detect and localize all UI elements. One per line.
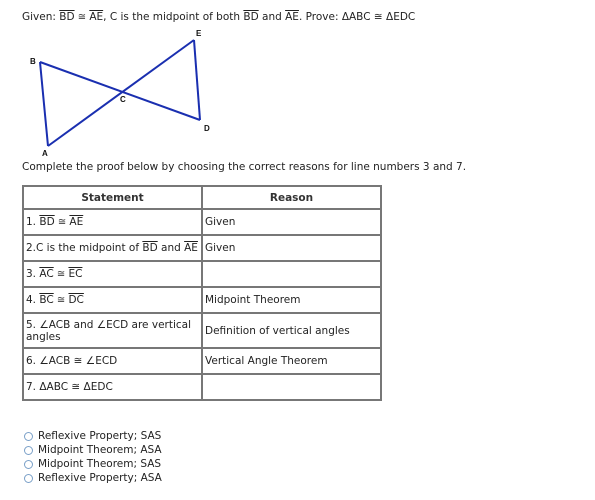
statement-text: 2.C is the midpoint of — [26, 242, 143, 254]
statement-cell: 6. ∠ACB ≅ ∠ECD — [23, 348, 202, 374]
choice-label: Midpoint Theorem; SAS — [38, 458, 162, 470]
segment-bd-line — [40, 62, 200, 120]
table-header-row — [23, 186, 381, 209]
choice-label: Reflexive Property; SAS — [38, 430, 162, 442]
segment-ae: $\overline{AE}$ — [69, 215, 84, 228]
proof-table — [22, 185, 382, 401]
segment-ac: $\overline{AC}$ — [39, 267, 54, 280]
table-row — [23, 313, 381, 348]
reason-cell: Vertical Angle Theorem — [202, 348, 381, 374]
label-e: E — [196, 29, 202, 38]
segment-ae: $\overline{AE}$ — [184, 242, 198, 254]
triangle-figure — [0, 0, 595, 160]
radio-button[interactable] — [24, 460, 33, 469]
radio-button[interactable] — [24, 432, 33, 441]
table-row — [23, 348, 381, 374]
statement-cell: 5. ∠ACB and ∠ECD are vertical angles — [23, 313, 202, 348]
given-prefix: Given: — [22, 11, 60, 23]
segment-bd: $\overline{BD}$ — [39, 215, 55, 228]
choice-option[interactable] — [22, 429, 162, 443]
segment-ae-line — [48, 40, 194, 146]
row-number: 1. — [26, 215, 40, 228]
radio-button[interactable] — [24, 446, 33, 455]
table-row — [23, 235, 381, 261]
reason-cell — [202, 261, 381, 287]
choice-option[interactable] — [22, 471, 162, 485]
reason-cell: Given — [202, 209, 381, 235]
choice-option[interactable] — [22, 443, 162, 457]
congruent-symbol: ≅ — [53, 268, 69, 280]
statement-cell: 7. ΔABC ≅ ΔEDC — [23, 374, 202, 400]
answer-choices — [22, 429, 162, 485]
congruent-symbol: ≅ — [74, 12, 90, 23]
congruent-symbol: ≅ — [53, 294, 69, 306]
reason-cell — [202, 374, 381, 400]
segment-bd: $\overline{BD}$ — [243, 11, 259, 23]
reason-cell: Given — [202, 235, 381, 261]
reason-cell: Definition of vertical angles — [202, 313, 381, 348]
row-number: 3. — [26, 267, 40, 280]
segment-bc: $\overline{BC}$ — [39, 293, 54, 306]
reason-header: Reason — [202, 186, 381, 209]
given-and-text: and — [258, 11, 286, 23]
segment-ec: $\overline{EC}$ — [68, 267, 83, 280]
segment-ae: $\overline{AE}$ — [89, 11, 104, 23]
table-row — [23, 287, 381, 313]
prove-statement: . Prove: ΔABC ≅ ΔEDC — [298, 11, 416, 23]
table-row — [23, 261, 381, 287]
label-d: D — [204, 124, 210, 133]
statement-cell — [23, 261, 202, 287]
segment-dc: $\overline{DC}$ — [68, 293, 84, 306]
instruction-text: Complete the proof below by choosing the correct reasons for line numbers 3 and 7. — [22, 161, 467, 173]
choice-label: Midpoint Theorem; ASA — [38, 444, 162, 456]
segment-bd: $\overline{BD}$ — [142, 242, 158, 254]
segment-ab-line — [40, 62, 48, 146]
statement-cell — [23, 209, 202, 235]
congruent-symbol: ≅ — [54, 216, 70, 228]
statement-header: Statement — [23, 186, 202, 209]
row-number: 4. — [26, 293, 40, 306]
choice-label: Reflexive Property; ASA — [38, 472, 162, 484]
label-b: B — [30, 57, 36, 66]
statement-cell — [23, 287, 202, 313]
segment-ae: $\overline{AE}$ — [285, 11, 299, 23]
reason-cell: Midpoint Theorem — [202, 287, 381, 313]
label-c: C — [120, 95, 126, 104]
label-a: A — [42, 149, 48, 158]
given-midpoint-text: , C is the midpoint of both — [103, 11, 244, 23]
segment-ed-line — [194, 40, 200, 120]
radio-button[interactable] — [24, 474, 33, 483]
figure-lines — [40, 40, 200, 146]
segment-bd: $\overline{BD}$ — [59, 11, 75, 23]
and-text: and — [157, 242, 185, 254]
table-row — [23, 374, 381, 400]
table-row — [23, 209, 381, 235]
statement-cell — [23, 235, 202, 261]
choice-option[interactable] — [22, 457, 162, 471]
